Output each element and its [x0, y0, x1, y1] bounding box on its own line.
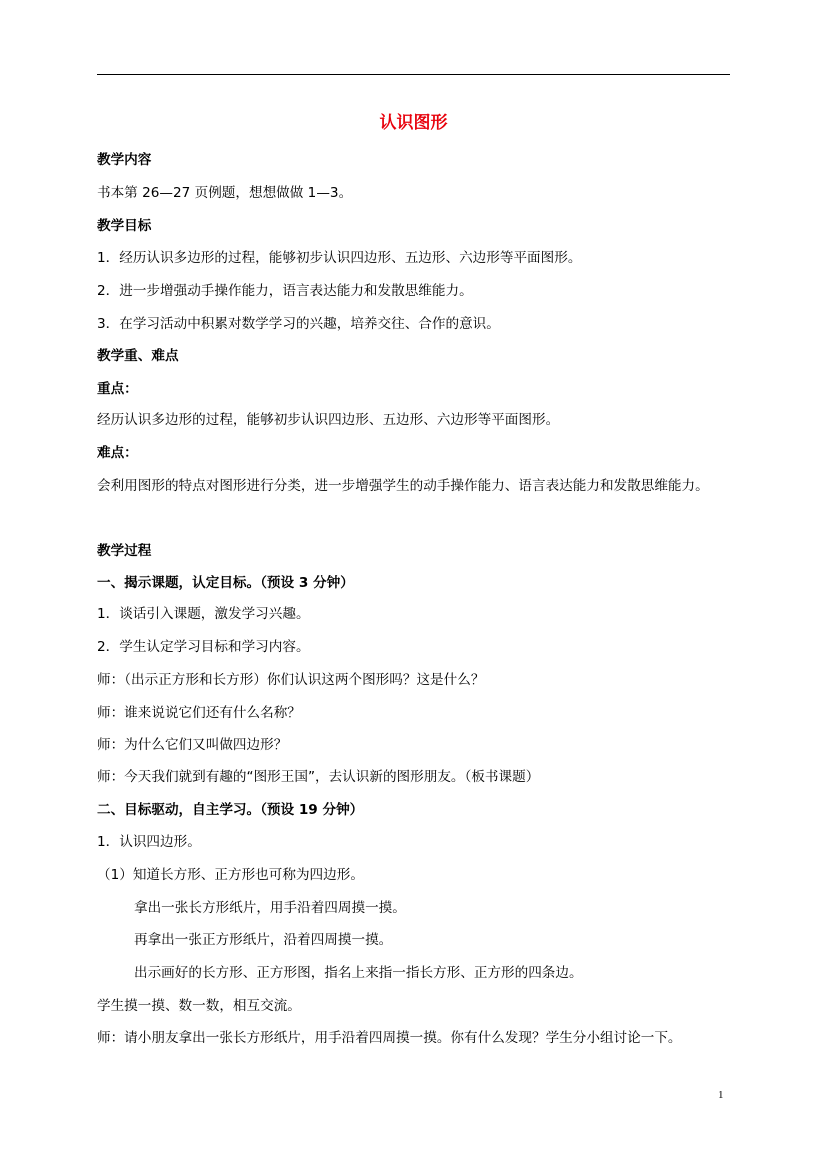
body-line: 师：请小朋友拿出一张长方形纸片，用手沿着四周摸一摸。你有什么发现？学生分小组讨论一下。	[97, 1030, 682, 1046]
body-line: 3．在学习活动中积累对数学学习的兴趣，培养交往、合作的意识。	[97, 316, 500, 332]
body-line: 1．认识四边形。	[97, 834, 201, 850]
page-number: 1	[718, 1089, 724, 1101]
sub-heading: 难点：	[97, 445, 138, 461]
section-heading: 教学目标	[97, 218, 152, 234]
header-rule	[97, 74, 730, 75]
indented-line: 拿出一张长方形纸片，用手沿着四周摸一摸。	[134, 900, 406, 916]
body-line: （1）知道长方形、正方形也可称为四边形。	[97, 867, 364, 883]
body-line: 书本第 26—27 页例题，想想做做 1—3。	[97, 185, 353, 201]
section-heading: 教学重、难点	[97, 348, 179, 364]
body-line: 师：（出示正方形和长方形）你们认识这两个图形吗？这是什么？	[97, 672, 485, 688]
body-line: 师：今天我们就到有趣的“图形王国”，去认识新的图形朋友。（板书课题）	[97, 769, 540, 785]
page-title: 认识图形	[379, 113, 448, 133]
body-line: 师：谁来说说它们还有什么名称？	[97, 705, 301, 721]
section-heading: 教学内容	[97, 152, 152, 168]
body-line: 师：为什么它们又叫做四边形？	[97, 737, 288, 753]
section-subheading: 一、揭示课题，认定目标。（预设 3 分钟）	[97, 575, 354, 591]
body-line: 2．学生认定学习目标和学习内容。	[97, 639, 310, 655]
indented-line: 再拿出一张正方形纸片，沿着四周摸一摸。	[134, 932, 393, 948]
body-line: 1．谈话引入课题，激发学习兴趣。	[97, 606, 310, 622]
body-line: 经历认识多边形的过程，能够初步认识四边形、五边形、六边形等平面图形。	[97, 412, 560, 428]
body-paragraph: 会利用图形的特点对图形进行分类，进一步增强学生的动手操作能力、语言表达能力和发散思维能力。	[97, 478, 709, 494]
sub-heading: 重点：	[97, 381, 138, 397]
section-heading: 教学过程	[97, 543, 152, 559]
indented-line: 出示画好的长方形、正方形图，指名上来指一指长方形、正方形的四条边。	[134, 965, 583, 981]
section-subheading: 二、目标驱动，自主学习。（预设 19 分钟）	[97, 802, 364, 818]
body-line: 2．进一步增强动手操作能力，语言表达能力和发散思维能力。	[97, 283, 473, 299]
body-line: 1．经历认识多边形的过程，能够初步认识四边形、五边形、六边形等平面图形。	[97, 250, 582, 266]
body-line: 学生摸一摸、数一数，相互交流。	[97, 998, 301, 1014]
